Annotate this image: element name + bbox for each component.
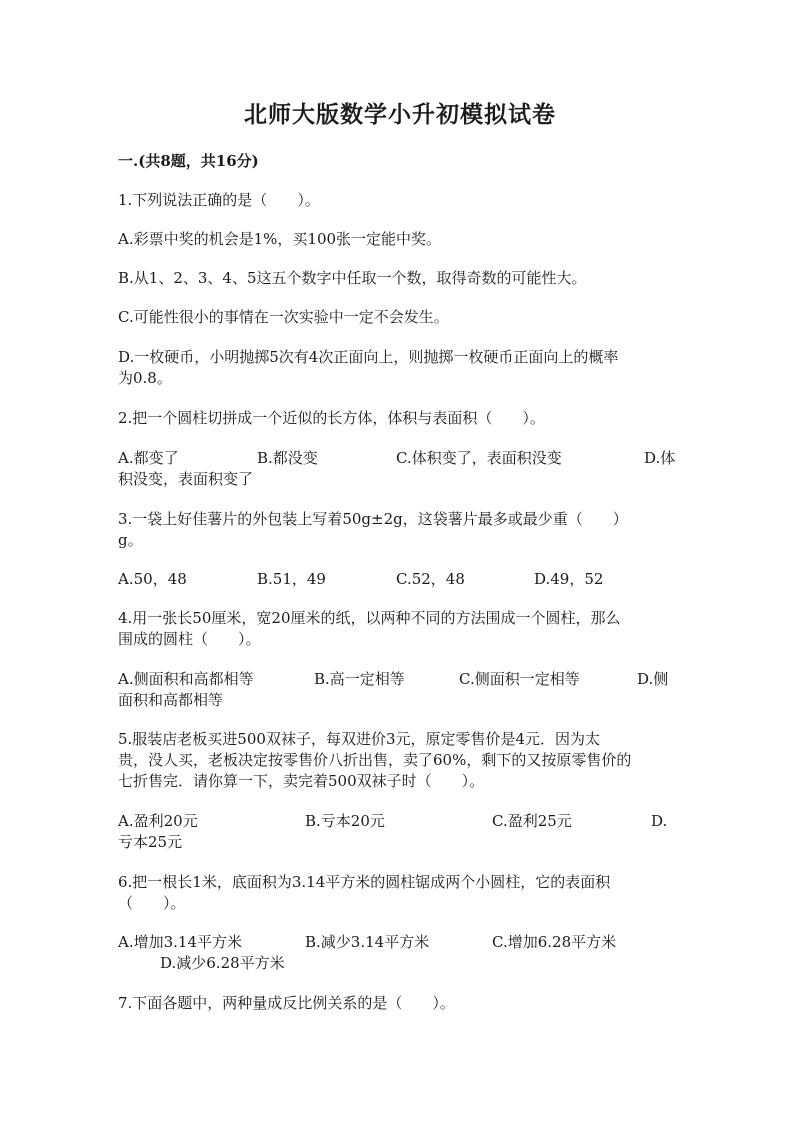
question-1-stem: 1.下列说法正确的是（ ）。 [118, 191, 320, 209]
question-3-stem-line1: 3.一袋上好佳薯片的外包装上写着50g±2g，这袋薯片最多或最少重（ ） [118, 510, 628, 528]
section-heading: 一.(共8题，共16分) [118, 152, 259, 170]
question-5-option-d-part1: D. [651, 812, 668, 830]
question-1-option-c: C.可能性很小的事情在一次实验中一定不会发生。 [118, 308, 449, 326]
question-4-stem-line2: 围成的圆柱（ ）。 [118, 630, 261, 648]
question-5-option-d-part2: 亏本25元 [118, 833, 183, 851]
question-5-stem-line3: 七折售完．请你算一下，卖完着500双袜子时（ ）。 [118, 772, 485, 790]
question-2-option-c: C.体积变了，表面积没变 [396, 449, 562, 467]
question-1-option-d-line1: D.一枚硬币，小明抛掷5次有4次正面向上，则抛掷一枚硬币正面向上的概率 [118, 348, 619, 366]
question-6-option-d: D.减少6.28平方米 [160, 954, 285, 972]
question-4-option-b: B.高一定相等 [314, 670, 405, 688]
question-3-option-b: B.51，49 [257, 570, 326, 588]
question-1-option-d-line2: 为0.8。 [118, 369, 172, 387]
question-6-option-b: B.减少3.14平方米 [305, 933, 430, 951]
question-6-stem-line2: （ ）。 [118, 894, 186, 912]
question-6-option-a: A.增加3.14平方米 [118, 933, 242, 951]
question-4-option-a: A.侧面积和高都相等 [118, 670, 254, 688]
question-4-option-d-part2: 面积和高都相等 [118, 691, 224, 709]
question-5-option-b: B.亏本20元 [305, 812, 385, 830]
question-3-option-a: A.50，48 [118, 570, 187, 588]
question-2-option-b: B.都没变 [257, 449, 318, 467]
question-4-stem-line1: 4.用一张长50厘米，宽20厘米的纸，以两种不同的方法围成一个圆柱，那么 [118, 609, 621, 627]
question-5-stem-line2: 贵，没人买，老板决定按零售价八折出售，卖了60%，剩下的又按原零售价的 [118, 751, 632, 769]
question-5-stem-line1: 5.服装店老板买进500双袜子，每双进价3元，原定零售价是4元．因为太 [118, 730, 601, 748]
question-6-option-c: C.增加6.28平方米 [492, 933, 617, 951]
question-3-option-d: D.49，52 [534, 570, 604, 588]
question-5-option-a: A.盈利20元 [118, 812, 198, 830]
question-7-stem: 7.下面各题中，两种量成反比例关系的是（ ）。 [118, 994, 455, 1012]
question-6-stem-line1: 6.把一根长1米，底面积为3.14平方米的圆柱锯成两个小圆柱，它的表面积 [118, 873, 611, 891]
page-title: 北师大版数学小升初模拟试卷 [244, 101, 556, 128]
question-2-option-d-part1: D.体 [644, 449, 676, 467]
question-5-option-c: C.盈利25元 [492, 812, 572, 830]
question-2-option-d-part2: 积没变，表面积变了 [118, 470, 254, 488]
question-1-option-a: A.彩票中奖的机会是1%，买100张一定能中奖。 [118, 230, 442, 248]
question-4-option-d-part1: D.侧 [637, 670, 669, 688]
question-3-option-c: C.52，48 [396, 570, 465, 588]
question-4-option-c: C.侧面积一定相等 [459, 670, 580, 688]
question-2-stem: 2.把一个圆柱切拼成一个近似的长方体，体积与表面积（ ）。 [118, 409, 545, 427]
question-1-option-b: B.从1、2、3、4、5这五个数字中任取一个数，取得奇数的可能性大。 [118, 269, 587, 287]
question-2-option-a: A.都变了 [118, 449, 179, 467]
question-3-stem-line2: g。 [118, 531, 143, 549]
